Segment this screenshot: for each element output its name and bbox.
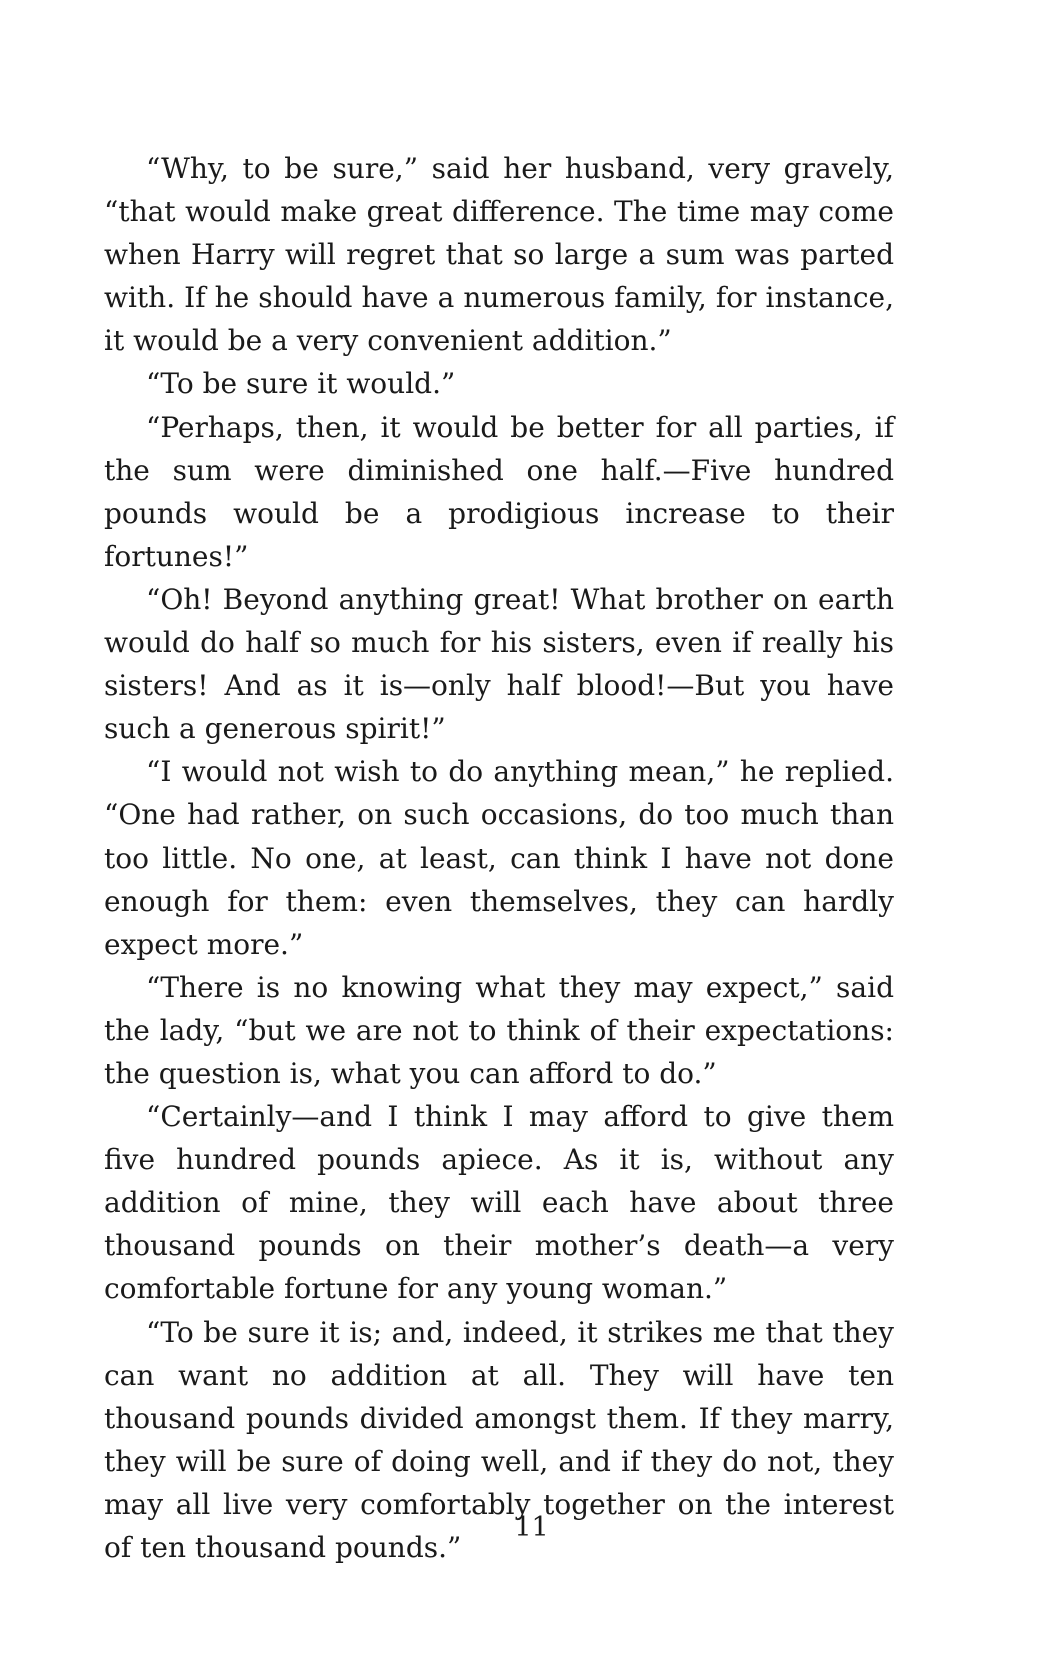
- paragraph: “To be sure it is; and, indeed, it strikes me that they can want no addition at all. They will have ten thousand pounds divided amongst them. If they marry, they will be sure of doing well, and if they do not, they may all live very comfortably together on the interest of ten thousand pounds.”: [104, 1315, 894, 1564]
- paragraph: “Certainly—and I think I may afford to give them five hundred pounds apiece. As it is, without any addition of mine, they will each have about three thousand pounds on their mother’s death—a very comfortable fortune for any young woman.”: [104, 1100, 894, 1306]
- paragraph: “Why, to be sure,” said her husband, very gravely, “that would make great difference. The time may come when Harry will regret that so large a sum was parted with. If he should have a numerous family, for instance, it would be a very convenient addition.”: [104, 152, 894, 358]
- paragraph: “There is no knowing what they may expect,” said the lady, “but we are not to think of their expectations: the question is, what you can afford to do.”: [104, 970, 894, 1090]
- paragraph: “Perhaps, then, it would be better for all parties, if the sum were diminished one half.—Five hundred pounds would be a prodigious increase to their fortunes!”: [104, 410, 894, 573]
- page-text: [104, 147, 894, 1569]
- paragraph: “I would not wish to do anything mean,” he replied. “One had rather, on such occasions, do too much than too little. No one, at least, can think I have not done enough for them: even themselves, they can hardly expect more.”: [104, 755, 894, 961]
- paragraph: “Oh! Beyond anything great! What brother on earth would do half so much for his sisters, even if really his sisters! And as it is—only half blood!—But you have such a generous spirit!”: [104, 582, 894, 746]
- page-number: 11: [514, 1512, 549, 1543]
- paragraph: “To be sure it would.”: [146, 367, 456, 401]
